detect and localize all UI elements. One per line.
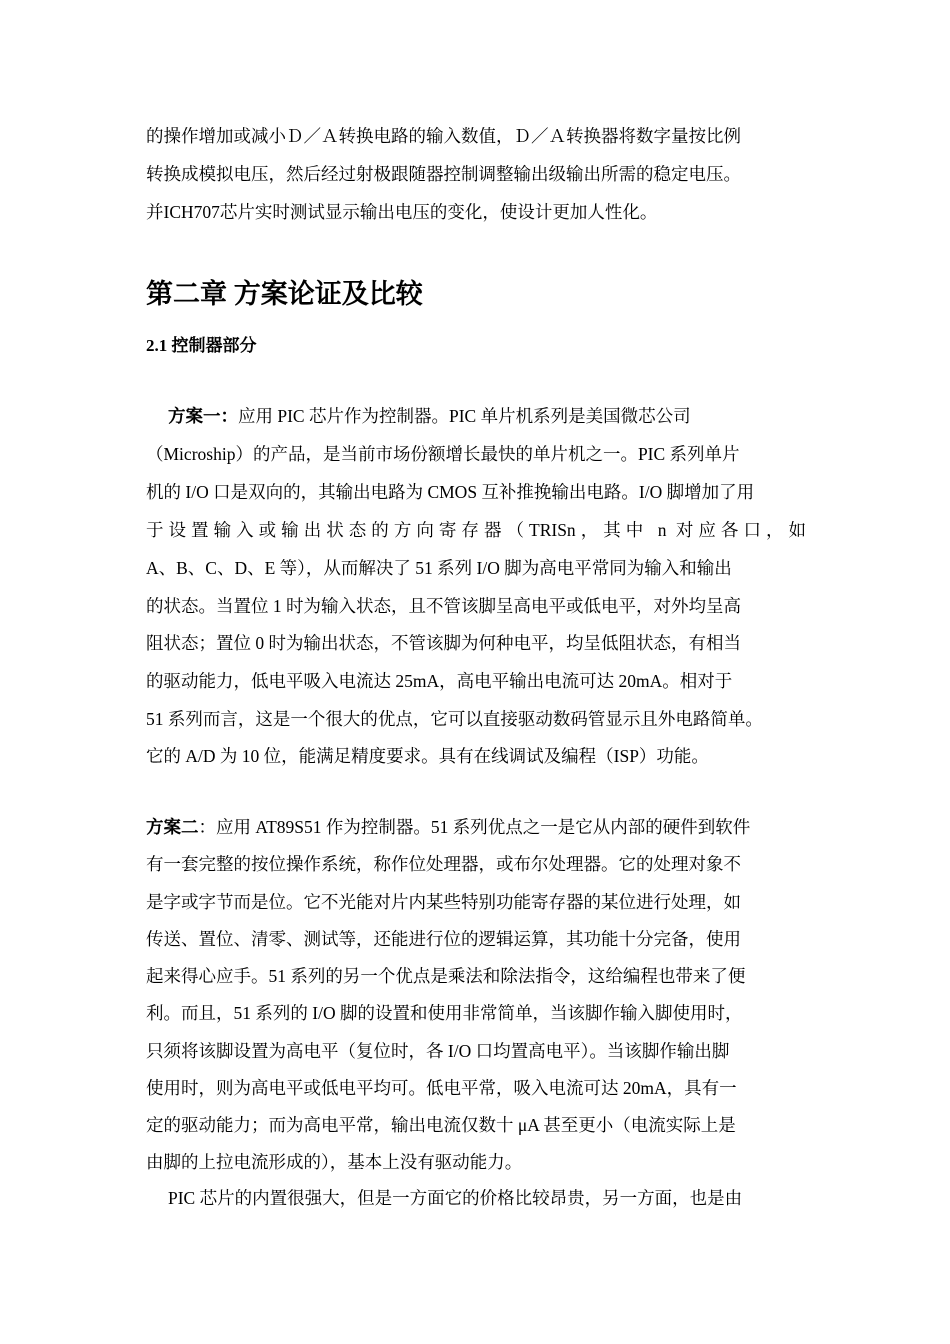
scheme2-line: 起来得心应手。51 系列的另一个优点是乘法和除法指令，这给编程也带来了便 [146,966,746,986]
scheme2-line: 定的驱动能力；而为高电平常，输出电流仅数十 μA 甚至更小（电流实际上是 [146,1115,736,1135]
scheme1-line: 机的 I/O 口是双向的，其输出电路为 CMOS 互补推挽输出电路。I/O 脚增加了用 [146,482,755,502]
scheme1-line: （Microship）的产品，是当前市场份额增长最快的单片机之一。PIC 系列单片 [146,444,740,464]
intro-line-2: 转换成模拟电压，然后经过射极跟随器控制调整输出级输出所需的稳定电压。 [146,164,741,184]
intro-line-1: 的操作增加或减小Ｄ／Ａ转换电路的输入数值，Ｄ／Ａ转换器将数字量按比例 [146,126,741,146]
scheme1-line: 阻状态；置位 0 时为输出状态，不管该脚为何种电平，均呈低阻状态，有相当 [146,633,741,653]
scheme1-line: 于设置输入或输出状态的方向寄存器（TRISn，其中 n 对应各口，如 [146,520,806,540]
scheme1-line: 51 系列而言，这是一个很大的优点，它可以直接驱动数码管显示且外电路简单。 [146,709,763,729]
chapter-title: 第二章 方案论证及比较 [146,279,423,309]
scheme2-line: 传送、置位、清零、测试等，还能进行位的逻辑运算，其功能十分完备，使用 [146,929,741,949]
scheme1-line: 的驱动能力，低电平吸入电流达 25mA，高电平输出电流可达 20mA。相对于 [146,671,733,691]
scheme1-first-line-text: 应用 PIC 芯片作为控制器。PIC 单片机系列是美国微芯公司 [238,406,691,426]
intro-line-3: 并ICH707芯片实时测试显示输出电压的变化，使设计更加人性化。 [146,202,658,222]
scheme2-first-line [146,815,750,839]
scheme1-line: 的状态。当置位 1 时为输入状态，且不管该脚呈高电平或低电平，对外均呈高 [146,596,741,616]
scheme2-line: 有一套完整的按位操作系统，称作位处理器，或布尔处理器。它的处理对象不 [146,854,741,874]
scheme2-line: 是字或字节而是位。它不光能对片内某些特别功能寄存器的某位进行处理，如 [146,892,741,912]
scheme2-line: 使用时，则为高电平或低电平均可。低电平常，吸入电流可达 20mA，具有一 [146,1078,737,1098]
scheme2-label: 方案二 [146,817,199,837]
scheme1-label: 方案一： [168,406,238,426]
scheme1-first-line [168,404,691,428]
scheme2-line: 由脚的上拉电流形成的），基本上没有驱动能力。 [146,1152,523,1172]
scheme1-line: A、B、C、D、E 等），从而解决了 51 系列 I/O 脚为高电平常同为输入和输出 [146,558,732,578]
scheme2-line: 只须将该脚设置为高电平（复位时，各 I/O 口均置高电平）。当该脚作输出脚 [146,1041,730,1061]
section-title: 2.1 控制器部分 [146,336,257,355]
closing-line: PIC 芯片的内置很强大，但是一方面它的价格比较昂贵，另一方面，也是由 [168,1188,743,1208]
scheme1-line: 它的 A/D 为 10 位，能满足精度要求。具有在线调试及编程（ISP）功能。 [146,746,709,766]
scheme2-first-line-text: ：应用 AT89S51 作为控制器。51 系列优点之一是它从内部的硬件到软件 [198,817,751,837]
scheme2-line: 利。而且，51 系列的 I/O 脚的设置和使用非常简单，当该脚作输入脚使用时， [146,1003,743,1023]
